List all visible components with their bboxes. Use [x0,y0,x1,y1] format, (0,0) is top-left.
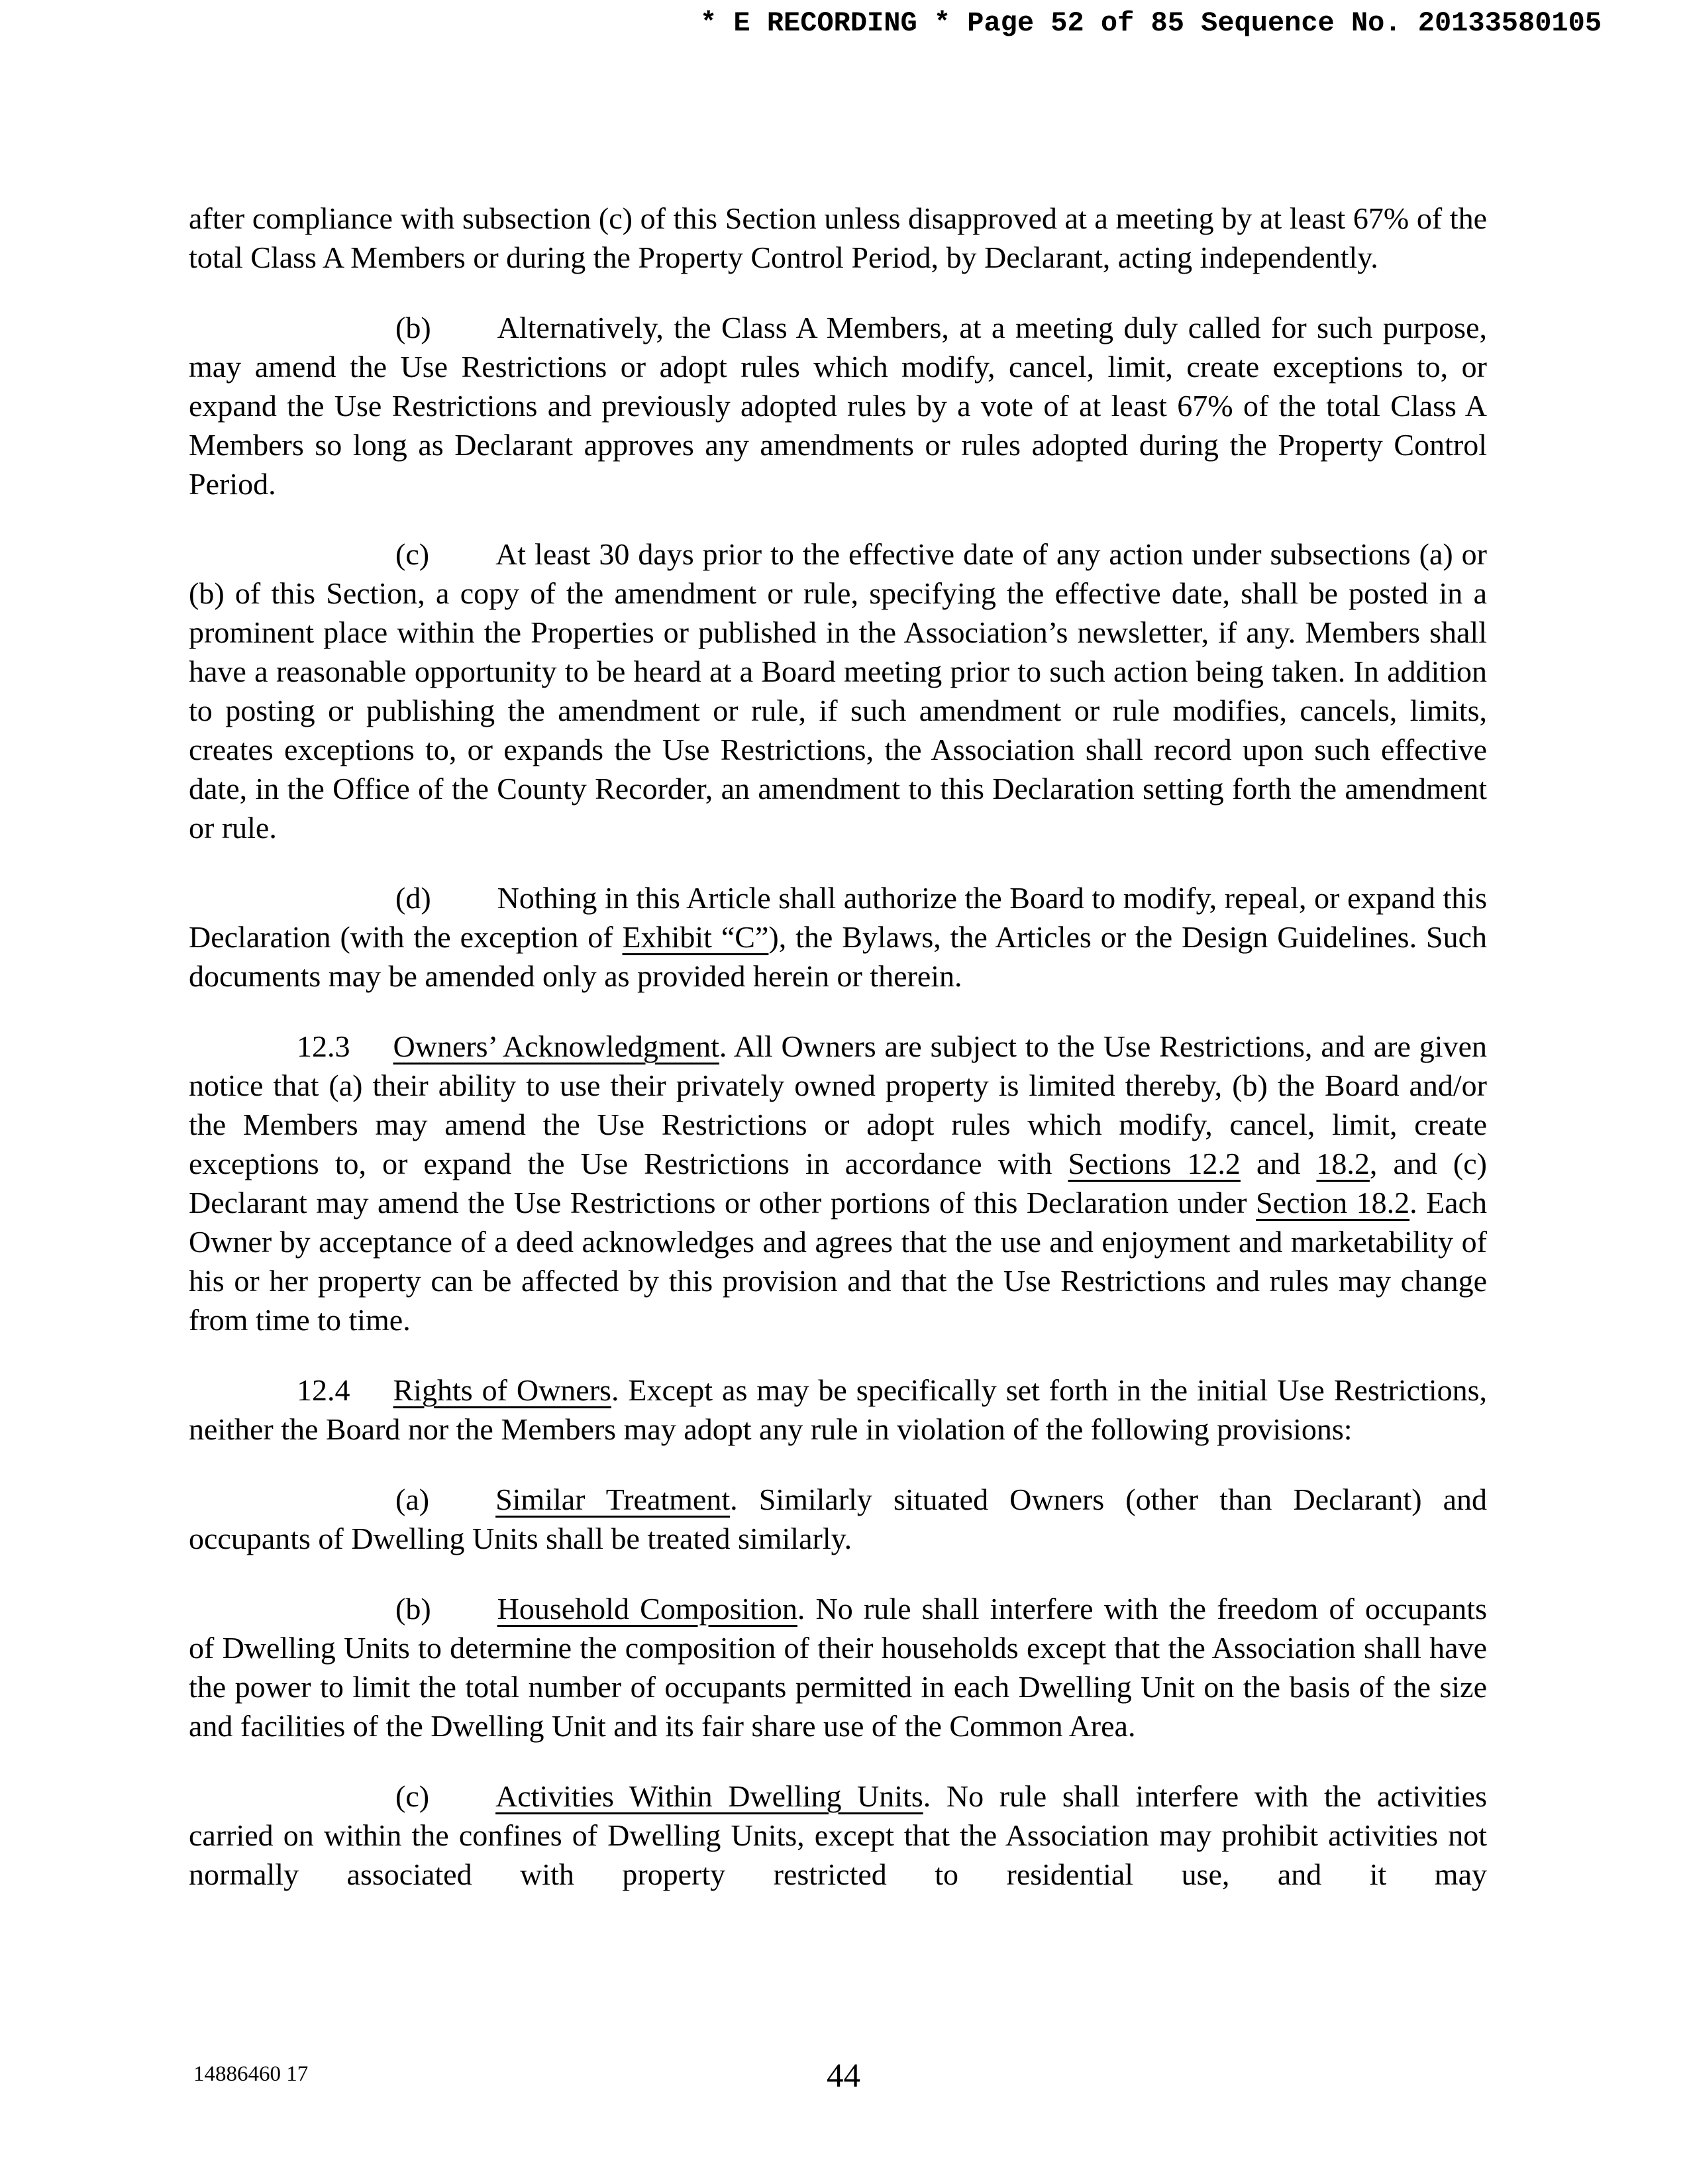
paragraph-b-amend [189,308,1487,503]
paragraph-text: . Except as may be specifically set forth in the initial Use Restrictions, neither the Board nor the Members may adopt any rule in violation of the following provisions: [189,1373,1488,1446]
paragraph-text: . All Owners are subject to the Use Restrictions, and are given notice that (a) their ability to use their privately owned property is limited thereby, (b) the Board and/or the Members may amend the Use Restrictions or adopt rules which modify, cancel, limit, create exceptions to, or expand the Use Restrictions in accordance with [189,1029,1487,1180]
document-body [189,199,1487,1925]
paragraph-label: (c) [395,1779,430,1813]
section-number: 12.3 [297,1029,350,1063]
page-number: 44 [827,2057,860,2095]
section-12-3-owners-acknowledgment [189,1027,1487,1339]
paragraph-text: Alternatively, the Class A Members, at a meeting duly called for such purpose, may amend the Use Restrictions or adopt rules which modify, cancel, limit, create exceptions to, or expand the Use Restrictions and previously adopted rules by a vote of at least 67% of the total Class A Members so long as Declarant approves any amendments or rules adopted during the Property Control Period. [189,311,1487,501]
paragraph-text: . Each Owner by acceptance of a deed acknowledges and agrees that the use and enjoyment and marketability of his or her property can be affected by this provision and that the Use Restrictions and rules may change from time to time. [189,1186,1487,1337]
paragraph-label: (b) [395,1592,431,1626]
paragraph-label: (a) [395,1482,430,1516]
paragraph-d-limitation [189,878,1487,996]
section-12-4-rights-of-owners [189,1371,1487,1449]
document-number: 14886460 17 [193,2062,309,2086]
paragraph-text: after compliance with subsection (c) of this Section unless disapproved at a meeting by at least 67% of the total Class A Members or during the Property Control Period, by Declarant, acting independently. [189,201,1487,274]
paragraph-b-household-composition [189,1589,1487,1745]
paragraph-text: . No rule shall interfere with the activities carried on within the confines of Dwelling Units, except that the Association may prohibit activities not normally associated with property restricted to residential use, and it may [189,1779,1487,1891]
subsection-heading: Household Composition [497,1592,797,1626]
underlined-phrase-exhibit-c: Exhibit “C” [622,920,769,954]
subsection-heading: Similar Treatment [495,1482,731,1516]
paragraph-label: (c) [395,537,430,571]
underlined-phrase-section-18-2: Section 18.2 [1256,1186,1410,1220]
paragraph-text: At least 30 days prior to the effective date of any action under subsections (a) or (b) of this Section, a copy of the amendment or rule, specifying the effective date, shall be posted in a prominent place within the Properties or published in the Association’s newsletter, if any. Members shall have a reasonable opportunity to be heard at a Board meeting prior to such action being taken. In addition to posting or publishing the amendment or rule, if such amendment or rule modifies, cancels, limits, creates exceptions to, or expands the Use Restrictions, the Association shall record upon such effective date, in the Office of the County Recorder, an amendment to this Declaration setting forth the amendment or rule. [189,537,1487,845]
paragraph-label: (d) [395,881,431,915]
paragraph-text: and [1240,1147,1317,1180]
paragraph-text: , and (c) Declarant may amend the Use Restrictions or other portions of this Declaration under [189,1147,1487,1220]
paragraph-text: Nothing in this Article shall authorize the Board to modify, repeal, or expand this Declaration (with the exception of [189,881,1487,954]
paragraph-text: . Similarly situated Owners (other than Declarant) and occupants of Dwelling Units shall be treated similarly. [189,1482,1488,1555]
paragraph-text: ), the Bylaws, the Articles or the Design Guidelines. Such documents may be amended only as provided herein or therein. [189,920,1487,993]
section-heading: Owners’ Acknowledgment [393,1029,719,1063]
paragraph-c-activities-within-dwelling-units [189,1777,1487,1894]
underlined-phrase-sections-12-2: Sections 12.2 [1068,1147,1241,1180]
paragraph-intro-continuation [189,199,1487,277]
paragraph-text: . No rule shall interfere with the freedom of occupants of Dwelling Units to determine the composition of their households except that the Association shall have the power to limit the total number of occupants permitted in each Dwelling Unit on the basis of the size and facilities of the Dwelling Unit and its fair share use of the Common Area. [189,1592,1487,1743]
paragraph-c-notice [189,535,1487,847]
recording-header: * E RECORDING * Page 52 of 85 Sequence No. 20133580105 [700,7,1602,39]
subsection-heading: Activities Within Dwelling Units [495,1779,923,1813]
paragraph-label: (b) [395,311,431,344]
section-heading: Rights of Owners [393,1373,611,1407]
section-number: 12.4 [297,1373,350,1407]
paragraph-a-similar-treatment [189,1480,1487,1558]
underlined-phrase-18-2: 18.2 [1316,1147,1370,1180]
